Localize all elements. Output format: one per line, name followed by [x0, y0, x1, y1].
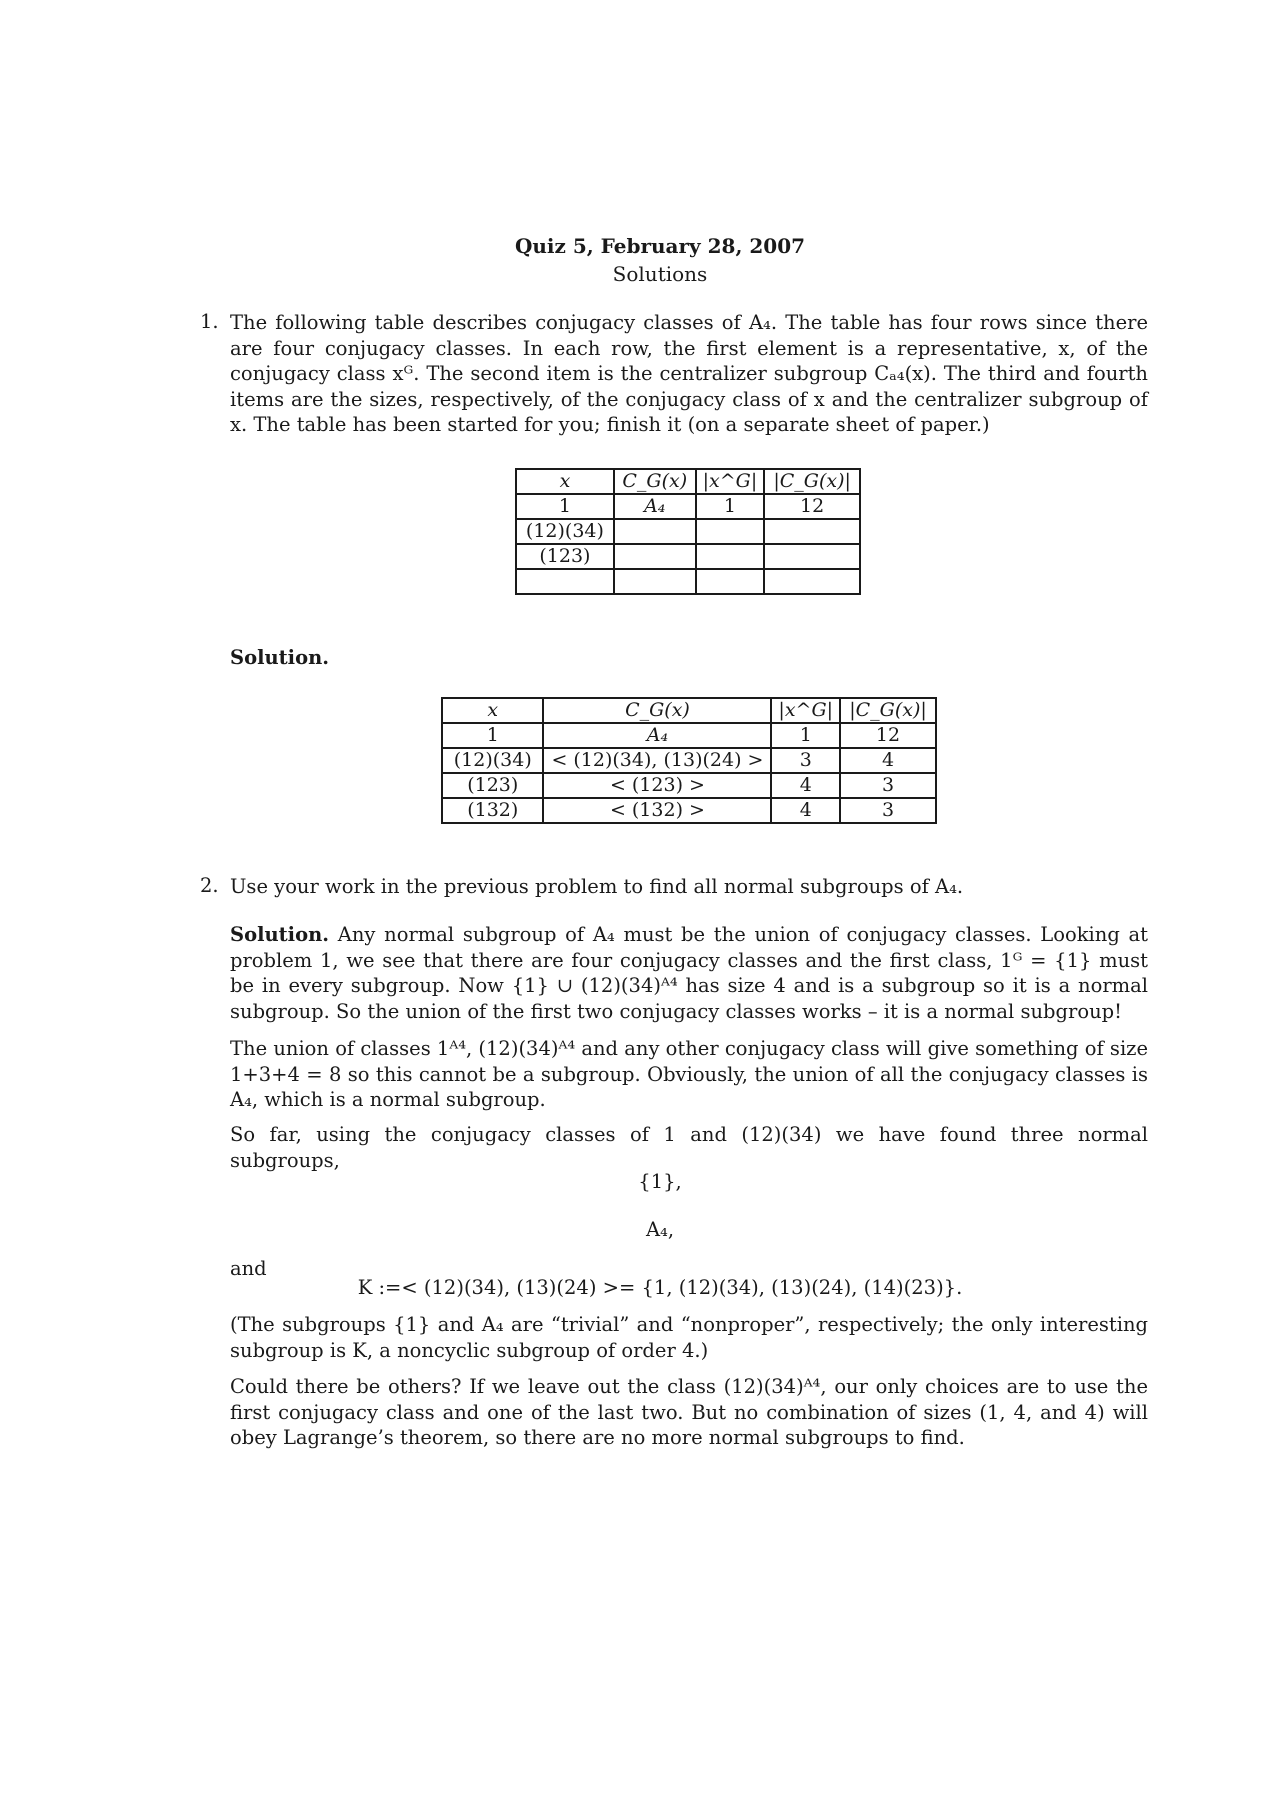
table-row [442, 748, 936, 773]
table-cell: (123) [442, 773, 543, 798]
table-row [516, 569, 860, 594]
table-cell [764, 544, 860, 569]
table-row [442, 723, 936, 748]
solution-2-label: Solution. [230, 923, 330, 946]
table-cell: 4 [840, 748, 936, 773]
table-cell: 1 [696, 494, 765, 519]
table-cell: A₄ [614, 494, 696, 519]
table-row [516, 519, 860, 544]
table-cell [614, 569, 696, 594]
given-header-cell: x [516, 469, 614, 494]
solution-2-paragraph-4: (The subgroups {1} and A₄ are “trivial” and “nonproper”, respectively; the only interesting subgroup is K, a noncyclic subgroup of order 4.) [230, 1313, 1148, 1362]
table-cell [696, 519, 765, 544]
display-a4: A₄, [645, 1218, 675, 1241]
page-subtitle: Solutions [612, 262, 708, 286]
table-cell: 3 [840, 798, 936, 823]
given-header-cell: C_G(x) [614, 469, 696, 494]
table-cell: < (132) > [543, 798, 771, 823]
display-trivial-subgroup: {1}, [638, 1170, 682, 1193]
solution-1-label: Solution. [230, 646, 330, 669]
table-cell: 4 [771, 773, 840, 798]
solution-header-cell: x [442, 698, 543, 723]
solution-2-paragraph-2: The union of classes 1ᴬ⁴, (12)(34)ᴬ⁴ and any other conjugacy class will give something of size 1+3+4 = 8 so this cannot be a subgroup. Obviously, the union of all the conjugacy classes is A₄, which is a normal subgroup. [230, 1037, 1148, 1111]
table-cell: < (123) > [543, 773, 771, 798]
table-row [442, 798, 936, 823]
table-cell: 4 [771, 798, 840, 823]
table-cell: 3 [771, 748, 840, 773]
and-word: and [230, 1257, 267, 1280]
solution-header-cell: |C_G(x)| [840, 698, 936, 723]
table-cell: 1 [516, 494, 614, 519]
solution-2-paragraph-5: Could there be others? If we leave out the class (12)(34)ᴬ⁴, our only choices are to use the first conjugacy class and one of the last two. But no combination of sizes (1, 4, and 4) will obey Lagrange’s theorem, so there are no more normal subgroups to find. [230, 1375, 1148, 1449]
table-cell [516, 569, 614, 594]
table-cell: < (12)(34), (13)(24) > [543, 748, 771, 773]
table-cell: (12)(34) [516, 519, 614, 544]
table-cell: 12 [764, 494, 860, 519]
given-header-cell: |x^G| [696, 469, 765, 494]
solution-header-cell: |x^G| [771, 698, 840, 723]
problem-2-text: Use your work in the previous problem to find all normal subgroups of A₄. [230, 875, 964, 898]
table-row [516, 544, 860, 569]
solution-2-text: Any normal subgroup of A₄ must be the union of conjugacy classes. Looking at problem 1, we see that there are four conjugacy classes and the first class, 1ᴳ = {1} must be in every subgroup. Now {1} ∪ (12)(34)ᴬ⁴ has size 4 and is a subgroup so it is a normal subgroup. So the union of the first two conjugacy classes works – it is a normal subgroup! [230, 923, 1149, 1023]
table-cell: (132) [442, 798, 543, 823]
table-cell: 1 [771, 723, 840, 748]
solution-2-paragraph-1 [230, 922, 1148, 1024]
table-cell: 3 [840, 773, 936, 798]
table-cell: 1 [442, 723, 543, 748]
solution-2-paragraph-3: So far, using the conjugacy classes of 1 and (12)(34) we have found three normal subgroups, [230, 1123, 1148, 1172]
table-cell [764, 569, 860, 594]
display-k-subgroup: K :=< (12)(34), (13)(24) >= {1, (12)(34), (13)(24), (14)(23)}. [357, 1276, 963, 1299]
table-cell [614, 519, 696, 544]
page-title: Quiz 5, February 28, 2007 [514, 234, 806, 258]
table-cell: (123) [516, 544, 614, 569]
solution-table [441, 697, 937, 824]
table-cell: (12)(34) [442, 748, 543, 773]
table-cell [764, 519, 860, 544]
solution-header-cell: C_G(x) [543, 698, 771, 723]
table-row [442, 773, 936, 798]
table-cell [696, 569, 765, 594]
table-cell: 12 [840, 723, 936, 748]
problem-2-number: 2. [200, 874, 219, 897]
table-row [516, 494, 860, 519]
table-cell [696, 544, 765, 569]
table-cell [614, 544, 696, 569]
given-table [515, 468, 861, 595]
given-table-header [516, 469, 860, 494]
given-header-cell: |C_G(x)| [764, 469, 860, 494]
table-cell: A₄ [543, 723, 771, 748]
problem-1-number: 1. [200, 310, 219, 333]
problem-1-text: The following table describes conjugacy classes of A₄. The table has four rows since there are four conjugacy classes. In each row, the first element is a representative, x, of the conjugacy class xᴳ. The second item is the centralizer subgroup Cₐ₄(x). The third and fourth items are the sizes, respectively, of the conjugacy class of x and the centralizer subgroup of x. The table has been started for you; finish it (on a separate sheet of paper.) [230, 311, 1148, 436]
solution-table-header [442, 698, 936, 723]
